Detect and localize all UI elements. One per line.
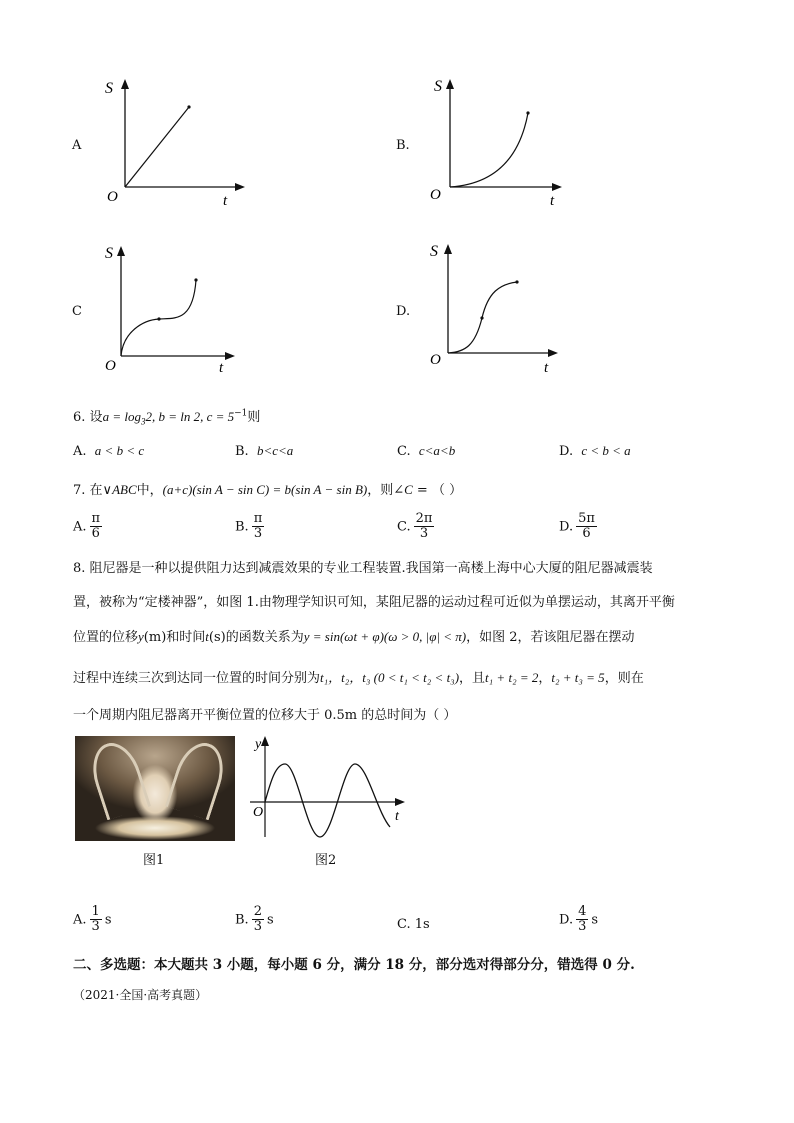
q7-option-b[interactable]: B. $\frac{\pi}{3}$ <box>235 511 263 542</box>
option-b-label: B. <box>396 138 410 153</box>
q8-line-4: 过程中连续三次到达同一位置的时间分别为t₁，t₂，t₃ (0 < t₁ < t₂ < t₃)，且t₁ + t₂ = 2，t₂ + t₃ = 5，则在 <box>73 670 644 686</box>
option-c-label: C <box>72 304 82 319</box>
option-d-label: D. <box>396 304 411 319</box>
fig2-sine-graph <box>245 732 410 842</box>
graph-b-origin: O <box>430 187 441 203</box>
q7-option-d[interactable]: D. $\frac{5\pi}{6}$ <box>559 511 595 542</box>
q6-option-d[interactable]: D. c < b < a <box>559 443 631 459</box>
fig2-caption: 图2 <box>315 853 337 868</box>
q8-option-d[interactable]: D. $\frac{4}{3}$ s <box>559 904 599 935</box>
damper-photo <box>75 736 235 841</box>
q7-option-c[interactable]: C. $\frac{2\pi}{3}$ <box>397 511 433 542</box>
fig1-caption: 图1 <box>143 853 165 868</box>
q6-stem: 6. 设$a = \log_32$, b = ln 2, $c = 5^{-1}$则 <box>73 408 261 427</box>
q6-option-b[interactable]: B. b<c<a <box>235 443 294 459</box>
q8-option-a[interactable]: A. $\frac{1}{3}$ s <box>73 904 112 935</box>
q8-line-1: 8. 阻尼器是一种以提供阻力达到减震效果的专业工程装置.我国第一高楼上海中心大厦的阻尼器减震装 <box>73 561 653 576</box>
graph-a-y: S <box>105 80 113 97</box>
graph-c-y: S <box>105 245 113 262</box>
q8-line-5: 一个周期内阻尼器离开平衡位置的位移大于 0.5m 的总时间为（ ） <box>73 708 457 723</box>
graph-a <box>95 75 245 210</box>
q7-stem: 7. 在∨ABC中，(a+c)(sin A − sin C) = b(sin A − sin B)，则∠C = （ ） <box>73 482 463 498</box>
graph-d <box>420 238 570 373</box>
graph-c <box>93 240 243 375</box>
graph-b-y: S <box>434 78 442 95</box>
option-a-label: A <box>72 138 82 153</box>
graph-d-x: t <box>544 360 549 373</box>
graph-a-x: t <box>223 193 228 209</box>
q8-option-b[interactable]: B. $\frac{2}{3}$ s <box>235 904 274 935</box>
fig2-x-label: t <box>395 809 399 824</box>
fig2-origin: O <box>253 805 264 820</box>
graph-c-x: t <box>219 360 224 375</box>
fig2-y-label: y <box>255 737 262 752</box>
section-2-source: （2021·全国·高考真题） <box>73 988 208 1002</box>
q7-option-a[interactable]: A. $\frac{\pi}{6}$ <box>73 511 101 542</box>
q6-option-a[interactable]: A. a < b < c <box>73 443 145 459</box>
graph-d-origin: O <box>430 352 441 368</box>
section-2-title: 二、多选题：本大题共 3 小题，每小题 6 分，满分 18 分，部分选对得部分分，错选得 0 分. <box>73 957 635 973</box>
graph-c-origin: O <box>105 358 116 374</box>
graph-d-y: S <box>430 243 438 260</box>
graph-b-x: t <box>550 193 555 209</box>
q8-option-c[interactable]: C. 1s <box>397 917 430 932</box>
q6-option-c[interactable]: C. c<a<b <box>397 443 456 459</box>
graph-b <box>420 75 570 210</box>
q8-line-3: 位置的位移y(m)和时间t(s)的函数关系为y = sin(ωt + φ)(ω > 0, |φ| < π)，如图 2，若该阻尼器在摆动 <box>73 629 635 645</box>
q8-line-2: 置，被称为“定楼神器”，如图 1.由物理学知识可知，某阻尼器的运动过程可近似为单摆运动，其离开平衡 <box>73 595 675 610</box>
graph-a-origin: O <box>107 189 118 205</box>
